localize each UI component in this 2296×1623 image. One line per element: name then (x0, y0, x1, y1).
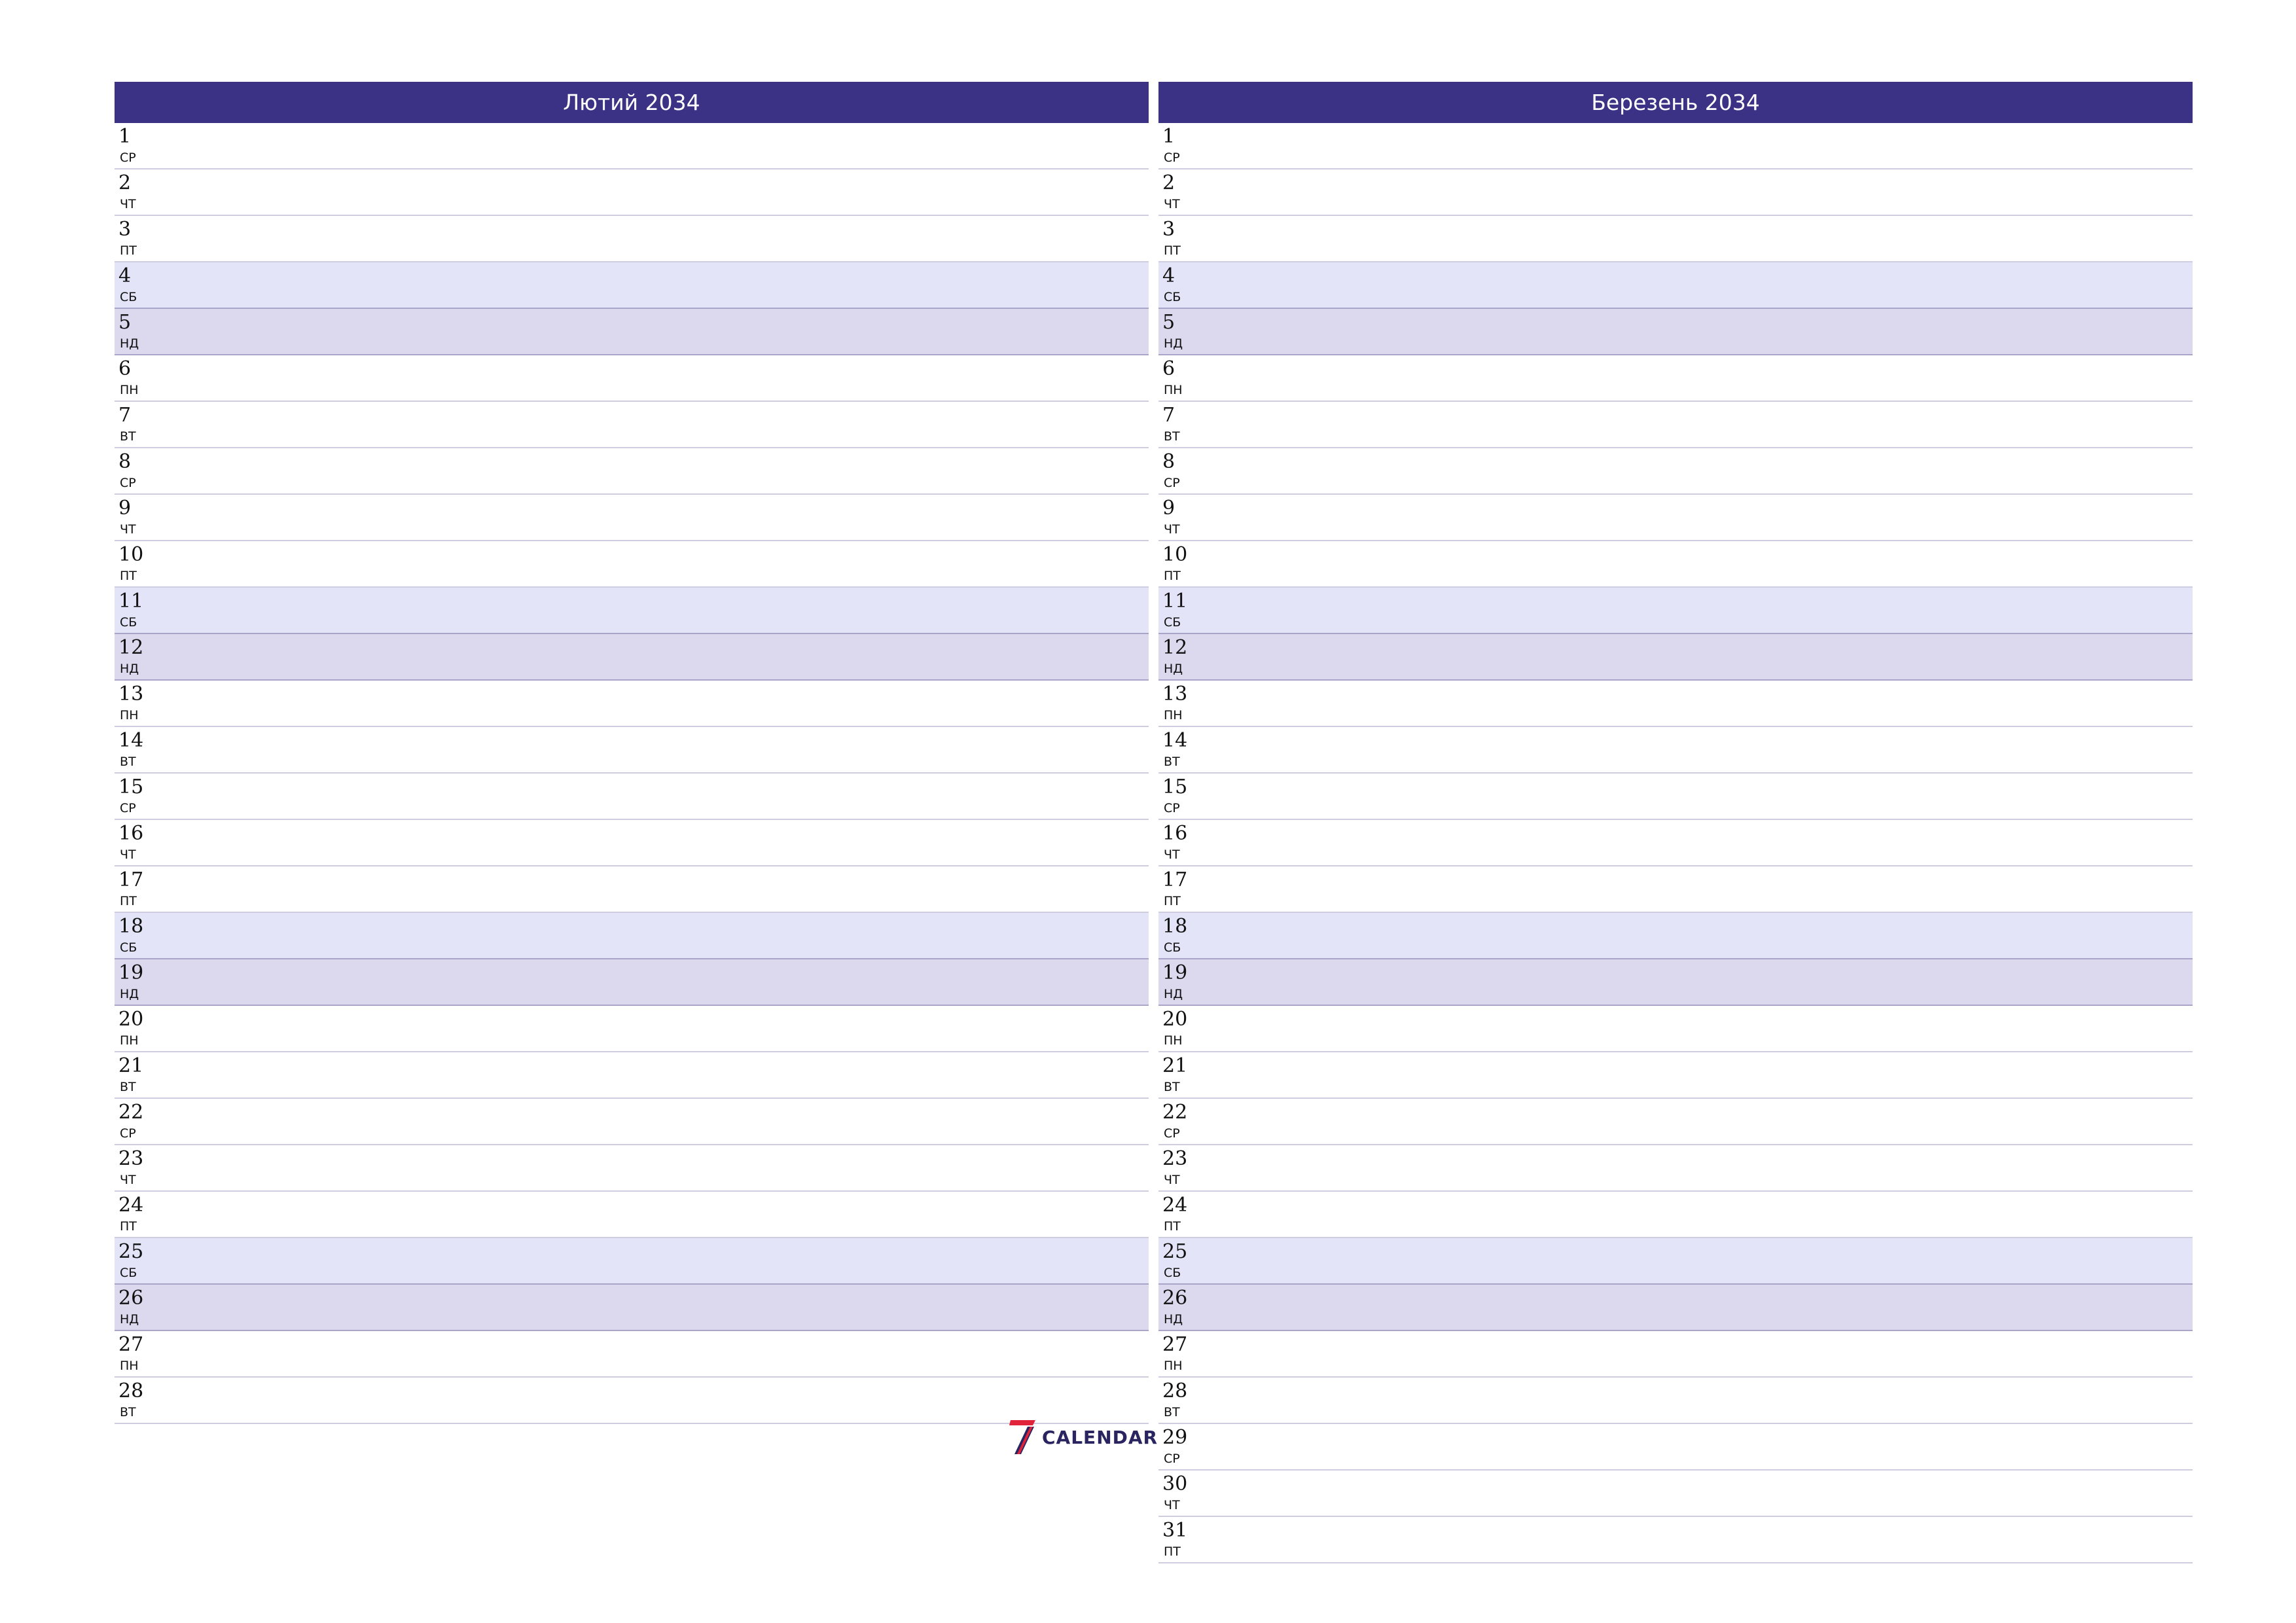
weekday-name: СБ (120, 615, 137, 630)
day-number: 8 (118, 450, 132, 473)
weekday-name: СБ (1164, 1266, 1181, 1280)
day-number: 5 (118, 311, 132, 334)
weekday-name: СР (1164, 1126, 1180, 1141)
day-row[interactable] (1158, 913, 2193, 959)
weekday-name: ПН (120, 1033, 139, 1048)
day-number: 4 (1162, 264, 1175, 287)
day-number: 28 (118, 1380, 144, 1402)
brand-logo[interactable] (1008, 1419, 1158, 1455)
weekday-name: ВТ (120, 429, 136, 444)
day-row[interactable] (115, 913, 1149, 959)
day-number: 18 (118, 915, 144, 938)
day-row[interactable] (115, 1006, 1149, 1052)
weekday-name: СР (120, 151, 136, 165)
day-row[interactable] (1158, 1331, 2193, 1378)
day-row[interactable] (115, 1331, 1149, 1378)
weekday-name: ЧТ (1164, 1498, 1180, 1512)
day-row[interactable] (115, 820, 1149, 866)
weekday-name: ПН (1164, 383, 1183, 397)
day-row[interactable] (1158, 681, 2193, 727)
day-row[interactable] (1158, 1471, 2193, 1517)
weekday-name: ВТ (120, 755, 136, 769)
day-row[interactable] (1158, 820, 2193, 866)
calendar-logo-7-icon (1008, 1419, 1037, 1455)
day-number: 25 (1162, 1240, 1188, 1263)
weekday-name: СБ (1164, 290, 1181, 304)
day-number: 3 (118, 218, 132, 241)
logo-text: CALENDAR (1042, 1426, 1158, 1448)
day-number: 7 (118, 404, 132, 427)
weekday-name: НД (120, 336, 139, 351)
weekday-name: НД (1164, 1312, 1183, 1327)
day-number: 28 (1162, 1380, 1188, 1402)
weekday-name: НД (1164, 336, 1183, 351)
day-row[interactable] (115, 216, 1149, 262)
day-number: 22 (1162, 1101, 1188, 1124)
weekday-name: ЧТ (1164, 197, 1180, 211)
day-row[interactable] (115, 262, 1149, 309)
day-row[interactable] (115, 169, 1149, 216)
day-row[interactable] (1158, 1378, 2193, 1424)
weekday-name: ПТ (120, 1219, 137, 1234)
day-row[interactable] (115, 588, 1149, 634)
weekday-name: ПН (1164, 1033, 1183, 1048)
day-row[interactable] (1158, 959, 2193, 1006)
weekday-name: ПТ (1164, 569, 1181, 583)
weekday-name: ПТ (1164, 243, 1181, 258)
day-list (115, 123, 1149, 1424)
day-row[interactable] (115, 774, 1149, 820)
day-row[interactable] (115, 355, 1149, 402)
day-row[interactable] (1158, 1006, 2193, 1052)
weekday-name: ПН (120, 1359, 139, 1373)
weekday-name: ПН (1164, 1359, 1183, 1373)
day-number: 31 (1162, 1519, 1188, 1542)
weekday-name: ВТ (1164, 1405, 1180, 1419)
day-number: 27 (1162, 1333, 1188, 1356)
day-row[interactable] (1158, 123, 2193, 169)
day-number: 24 (118, 1194, 144, 1217)
day-number: 16 (118, 822, 144, 845)
weekday-name: СР (120, 476, 136, 490)
weekday-name: НД (120, 662, 139, 676)
day-row[interactable] (115, 727, 1149, 774)
day-number: 8 (1162, 450, 1175, 473)
day-row[interactable] (1158, 1192, 2193, 1238)
weekday-name: ЧТ (120, 197, 136, 211)
day-number: 17 (118, 868, 144, 891)
month-march (1158, 82, 2193, 1563)
weekday-name: НД (1164, 987, 1183, 1001)
day-number: 5 (1162, 311, 1175, 334)
day-row[interactable] (115, 309, 1149, 355)
weekday-name: ВТ (120, 1405, 136, 1419)
weekday-name: СР (120, 801, 136, 815)
day-number: 19 (1162, 961, 1188, 984)
day-number: 1 (118, 125, 132, 148)
day-number: 26 (1162, 1287, 1188, 1310)
day-row[interactable] (1158, 1238, 2193, 1285)
day-row[interactable] (1158, 866, 2193, 913)
weekday-name: ПТ (120, 894, 137, 908)
day-row[interactable] (115, 123, 1149, 169)
weekday-name: ЧТ (120, 522, 136, 537)
weekday-name: НД (120, 1312, 139, 1327)
day-row[interactable] (115, 1285, 1149, 1331)
day-row[interactable] (115, 1238, 1149, 1285)
day-row[interactable] (1158, 1052, 2193, 1099)
weekday-name: ПН (120, 383, 139, 397)
day-row[interactable] (1158, 1424, 2193, 1471)
day-number: 1 (1162, 125, 1175, 148)
weekday-name: ЧТ (1164, 522, 1180, 537)
day-row[interactable] (1158, 1145, 2193, 1192)
weekday-name: ПТ (120, 569, 137, 583)
day-row[interactable] (115, 866, 1149, 913)
day-row[interactable] (115, 402, 1149, 448)
day-number: 19 (118, 961, 144, 984)
day-row[interactable] (1158, 588, 2193, 634)
day-number: 29 (1162, 1426, 1188, 1449)
day-number: 11 (118, 590, 144, 613)
day-number: 20 (118, 1008, 144, 1031)
day-number: 10 (1162, 543, 1188, 566)
day-number: 12 (1162, 636, 1188, 659)
day-number: 12 (118, 636, 144, 659)
day-row[interactable] (1158, 216, 2193, 262)
day-row[interactable] (1158, 1517, 2193, 1563)
day-row[interactable] (115, 495, 1149, 541)
weekday-name: СБ (1164, 615, 1181, 630)
day-number: 9 (118, 497, 132, 520)
day-number: 11 (1162, 590, 1188, 613)
day-row[interactable] (115, 634, 1149, 681)
day-number: 23 (118, 1147, 144, 1170)
day-number: 16 (1162, 822, 1188, 845)
day-row[interactable] (115, 1145, 1149, 1192)
day-number: 27 (118, 1333, 144, 1356)
day-row[interactable] (1158, 495, 2193, 541)
day-row[interactable] (1158, 1285, 2193, 1331)
day-number: 26 (118, 1287, 144, 1310)
day-row[interactable] (115, 1192, 1149, 1238)
day-row[interactable] (115, 541, 1149, 588)
day-number: 13 (1162, 683, 1188, 705)
weekday-name: ПТ (1164, 1544, 1181, 1559)
day-number: 6 (1162, 357, 1175, 380)
weekday-name: ПН (1164, 708, 1183, 722)
day-row[interactable] (115, 1378, 1149, 1424)
day-number: 3 (1162, 218, 1175, 241)
weekday-name: ЧТ (120, 1173, 136, 1187)
day-row[interactable] (1158, 541, 2193, 588)
day-row[interactable] (115, 681, 1149, 727)
day-row[interactable] (1158, 634, 2193, 681)
weekday-name: СБ (120, 940, 137, 955)
weekday-name: СР (1164, 1452, 1180, 1466)
weekday-name: ВТ (120, 1080, 136, 1094)
weekday-name: СР (1164, 476, 1180, 490)
weekday-name: СБ (1164, 940, 1181, 955)
day-number: 17 (1162, 868, 1188, 891)
day-row[interactable] (1158, 774, 2193, 820)
weekday-name: ВТ (1164, 1080, 1180, 1094)
day-row[interactable] (1158, 727, 2193, 774)
weekday-name: СБ (120, 1266, 137, 1280)
weekday-name: НД (120, 987, 139, 1001)
month-title: Лютий 2034 (115, 82, 1149, 123)
day-number: 20 (1162, 1008, 1188, 1031)
weekday-name: СБ (120, 290, 137, 304)
day-row[interactable] (1158, 262, 2193, 309)
day-number: 23 (1162, 1147, 1188, 1170)
day-number: 21 (118, 1054, 144, 1077)
day-row[interactable] (1158, 402, 2193, 448)
day-number: 13 (118, 683, 144, 705)
day-number: 21 (1162, 1054, 1188, 1077)
day-list (1158, 123, 2193, 1563)
day-number: 7 (1162, 404, 1175, 427)
day-number: 25 (118, 1240, 144, 1263)
day-row[interactable] (115, 1099, 1149, 1145)
day-number: 30 (1162, 1472, 1188, 1495)
day-number: 14 (118, 729, 144, 752)
day-number: 14 (1162, 729, 1188, 752)
weekday-name: ВТ (1164, 755, 1180, 769)
day-number: 15 (1162, 776, 1188, 798)
weekday-name: ЧТ (1164, 847, 1180, 862)
weekday-name: ПТ (1164, 1219, 1181, 1234)
day-row[interactable] (1158, 355, 2193, 402)
weekday-name: ПН (120, 708, 139, 722)
weekday-name: НД (1164, 662, 1183, 676)
weekday-name: СР (1164, 801, 1180, 815)
day-number: 2 (1162, 171, 1175, 194)
day-row[interactable] (1158, 309, 2193, 355)
weekday-name: СР (120, 1126, 136, 1141)
weekday-name: ЧТ (120, 847, 136, 862)
day-number: 22 (118, 1101, 144, 1124)
day-number: 18 (1162, 915, 1188, 938)
weekday-name: ВТ (1164, 429, 1180, 444)
month-february (115, 82, 1149, 1424)
month-title: Березень 2034 (1158, 82, 2193, 123)
day-number: 10 (118, 543, 144, 566)
day-row[interactable] (1158, 1099, 2193, 1145)
day-number: 9 (1162, 497, 1175, 520)
day-row[interactable] (1158, 169, 2193, 216)
weekday-name: СР (1164, 151, 1180, 165)
weekday-name: ПТ (1164, 894, 1181, 908)
day-number: 6 (118, 357, 132, 380)
weekday-name: ПТ (120, 243, 137, 258)
day-number: 2 (118, 171, 132, 194)
day-row[interactable] (115, 448, 1149, 495)
day-row[interactable] (115, 1052, 1149, 1099)
day-row[interactable] (115, 959, 1149, 1006)
day-number: 24 (1162, 1194, 1188, 1217)
day-number: 15 (118, 776, 144, 798)
day-row[interactable] (1158, 448, 2193, 495)
weekday-name: ЧТ (1164, 1173, 1180, 1187)
day-number: 4 (118, 264, 132, 287)
